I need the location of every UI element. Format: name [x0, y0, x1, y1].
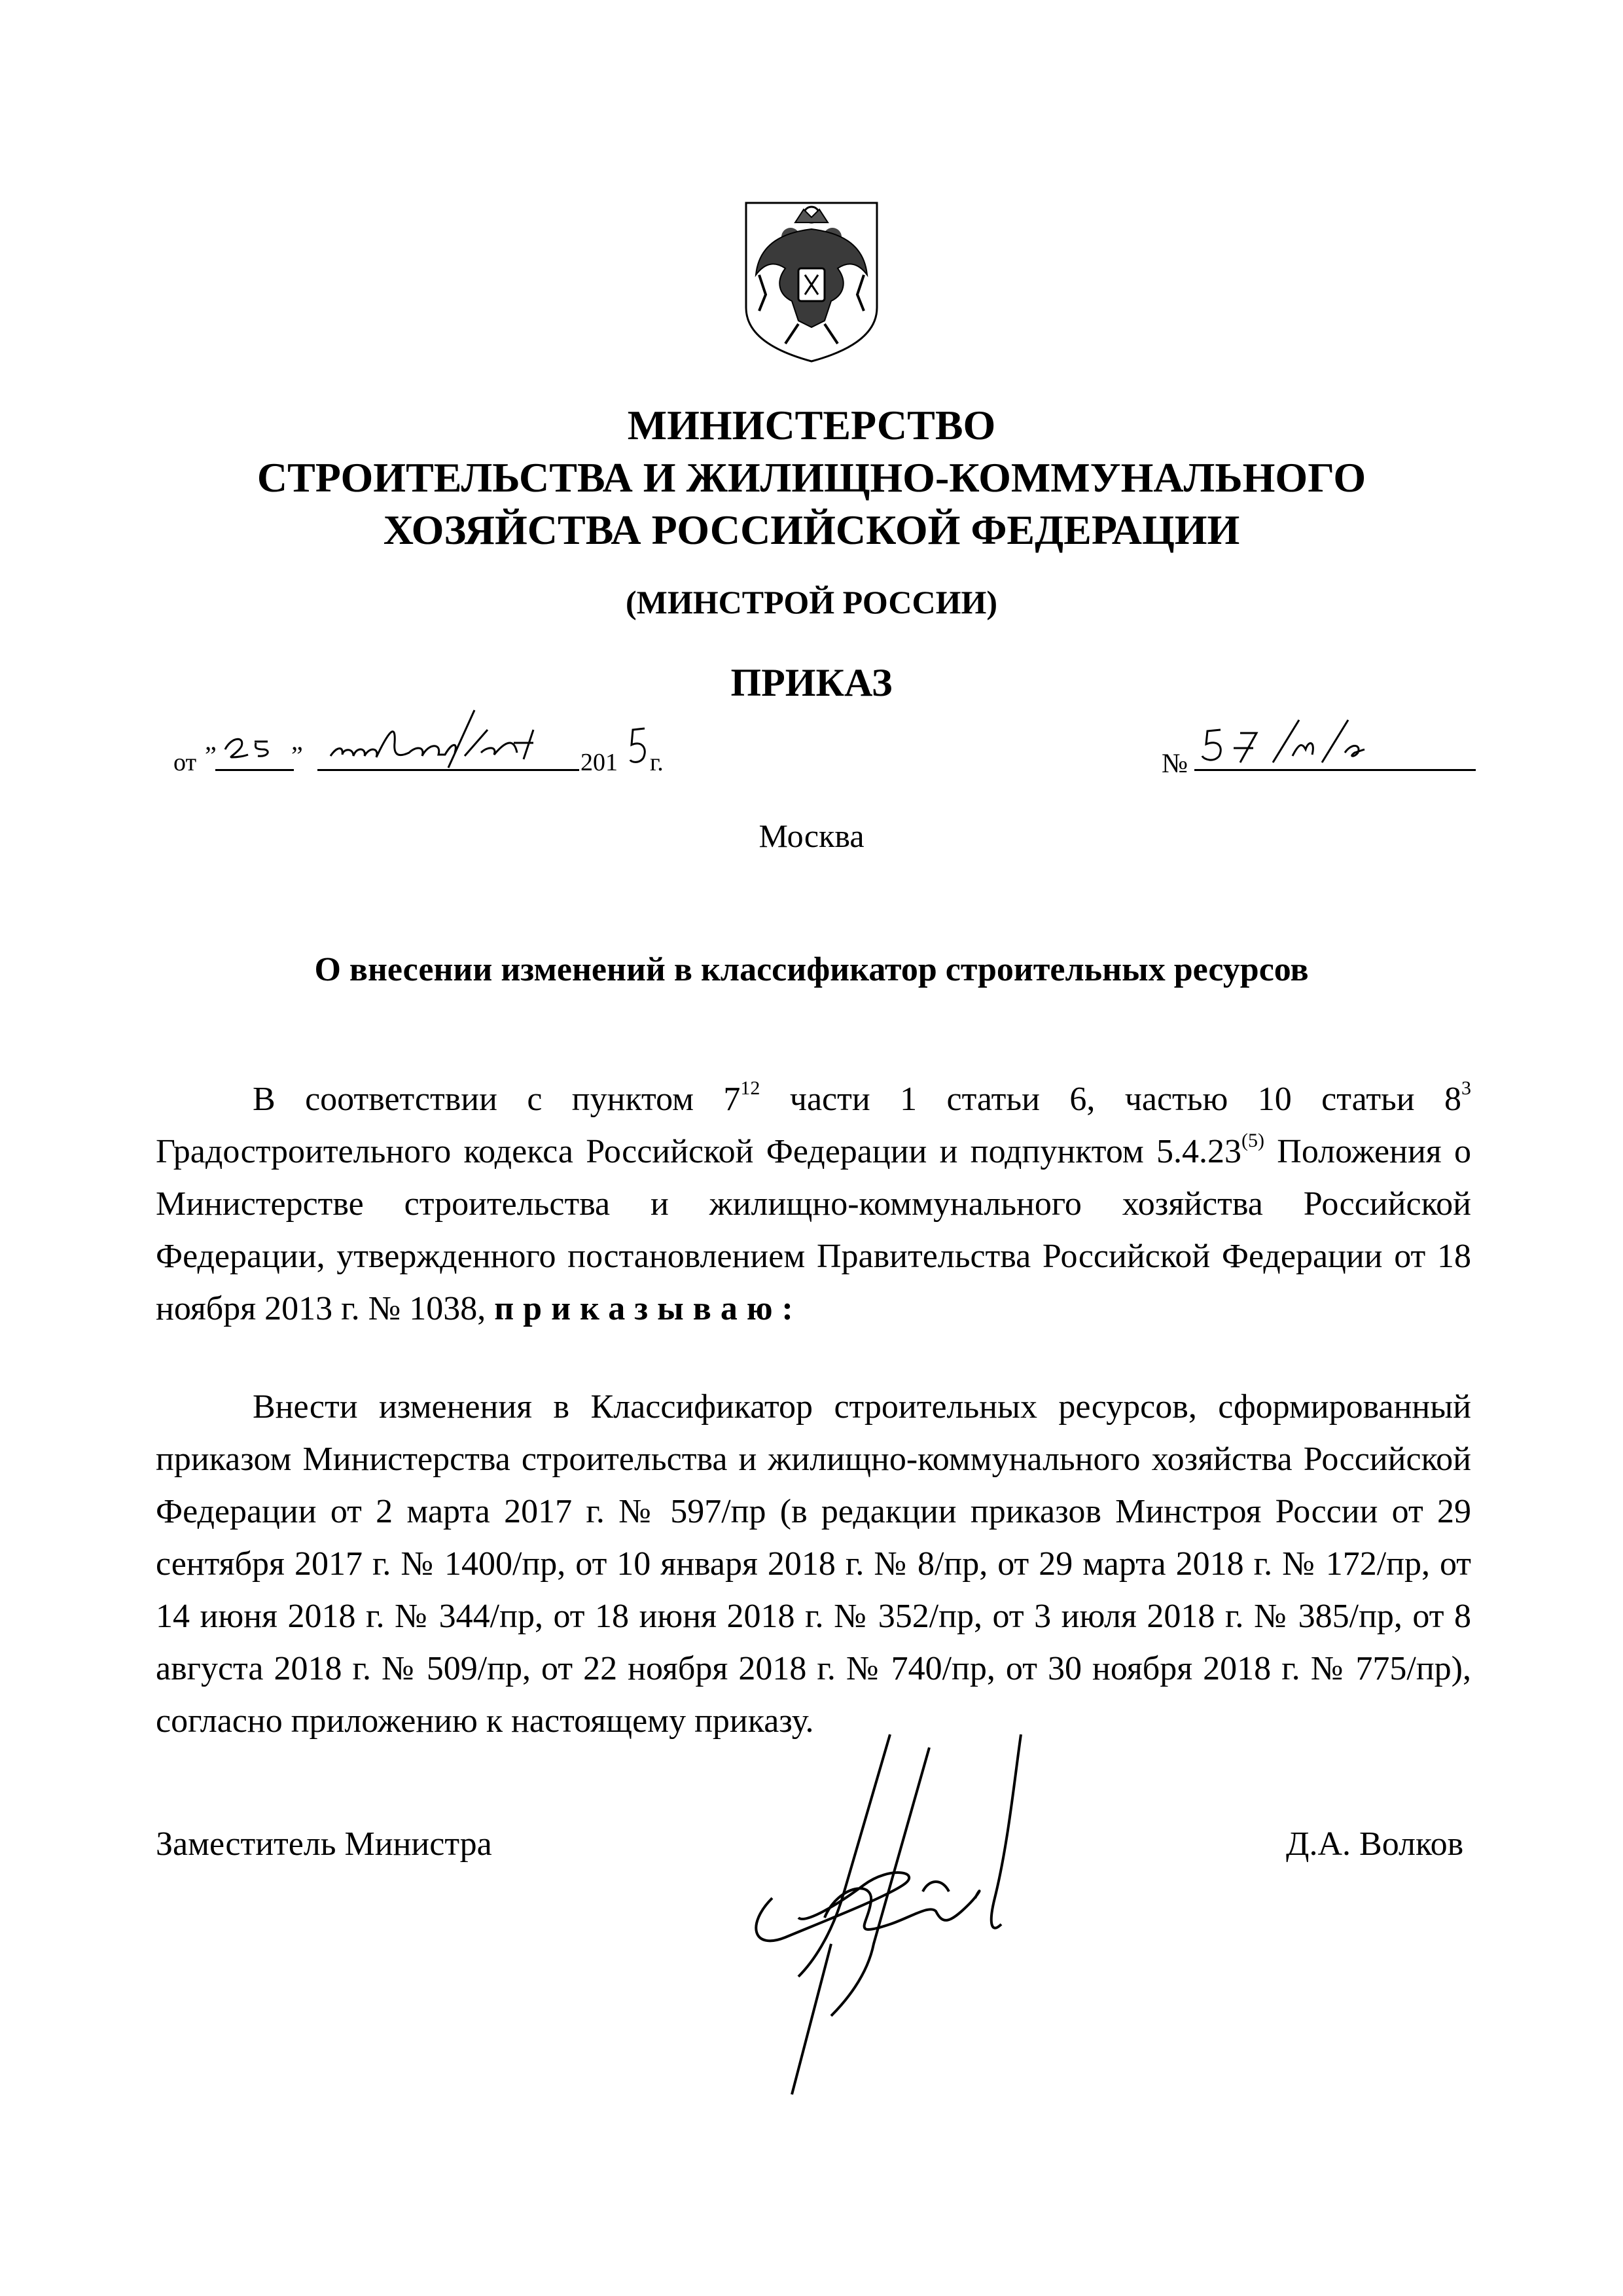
document-number-field — [1194, 717, 1476, 771]
date-month-field — [317, 717, 579, 771]
preamble-paragraph — [156, 1073, 1471, 1335]
superscript-1: 12 — [740, 1077, 760, 1099]
handwritten-year-digit-icon — [625, 722, 651, 768]
ministry-line-2: СТРОИТЕЛЬСТВА И ЖИЛИЩНО-КОММУНАЛЬНОГО — [257, 454, 1366, 501]
handwritten-month-icon — [317, 717, 579, 769]
preamble-part-4: Положения о Министерстве строительства и жилищно-коммунального хозяйства Российской Федерации, утвержденного постановлением Правительства Российской Федерации от 18 ноября 2013 г. № 1038, — [156, 1133, 1471, 1327]
year-digit-field — [625, 722, 651, 768]
close-quote: ” — [291, 741, 303, 770]
superscript-2: 3 — [1461, 1077, 1471, 1099]
date-number-line — [173, 717, 1482, 789]
open-quote: ” — [205, 741, 217, 770]
preamble-part-3: Градостроительного кодекса Российской Федерации и подпунктом 5.4.23 — [156, 1133, 1242, 1170]
superscript-3: (5) — [1241, 1130, 1264, 1151]
document-type: ПРИКАЗ — [730, 661, 893, 704]
preamble-part-1: В соответствии с пунктом 7 — [253, 1081, 741, 1118]
order-paragraph — [156, 1381, 1471, 1748]
document-title: О внесении изменений в классификатор строительных ресурсов — [314, 951, 1309, 988]
signer-position: Заместитель Министра — [156, 1825, 492, 1863]
handwritten-day-icon — [215, 717, 294, 769]
ministry-line-1: МИНИСТЕРСТВО — [627, 402, 996, 448]
preamble-text — [156, 1073, 1471, 1335]
year-prefix: 201 — [580, 749, 618, 776]
preamble-part-2: части 1 статьи 6, частью 10 статьи 8 — [760, 1081, 1461, 1118]
order-text: Внести изменения в Классификатор строительных ресурсов, сформированный приказом Министерства строительства и жилищно-коммунального хозяйства Российской Федерации от 2 марта 2017 г. № 597/пр (в редакции приказов Минстроя России от 29 сентября 2017 г. № 1400/пр, от 10 января 2018 г. № 8/пр, от 29 марта 2018 г. № 172/пр, от 14 июня 2018 г. № 344/пр, от 18 июня 2018 г. № 352/пр, от 3 июля 2018 г. № 385/пр, от 8 августа 2018 г. № 509/пр, от 22 ноября 2018 г. № 740/пр, от 30 ноября 2018 г. № 775/пр), согласно приложению к настоящему приказу. — [156, 1388, 1471, 1740]
number-label: № — [1162, 749, 1188, 779]
signer-name: Д.А. Волков — [1286, 1825, 1464, 1863]
date-day-field — [215, 717, 294, 771]
ministry-name — [0, 399, 1623, 556]
year-suffix: г. — [650, 749, 664, 776]
order-word: приказываю: — [494, 1290, 802, 1327]
handwritten-number-icon — [1194, 717, 1476, 769]
signature-icon — [733, 1728, 1073, 2173]
city: Москва — [758, 817, 865, 854]
ministry-line-3: ХОЗЯЙСТВА РОССИЙСКОЙ ФЕДЕРАЦИИ — [383, 507, 1240, 553]
ministry-short-name: (МИНСТРОЙ РОССИИ) — [625, 584, 998, 620]
date-from-label: от — [173, 749, 197, 776]
coat-of-arms-icon — [733, 196, 890, 367]
